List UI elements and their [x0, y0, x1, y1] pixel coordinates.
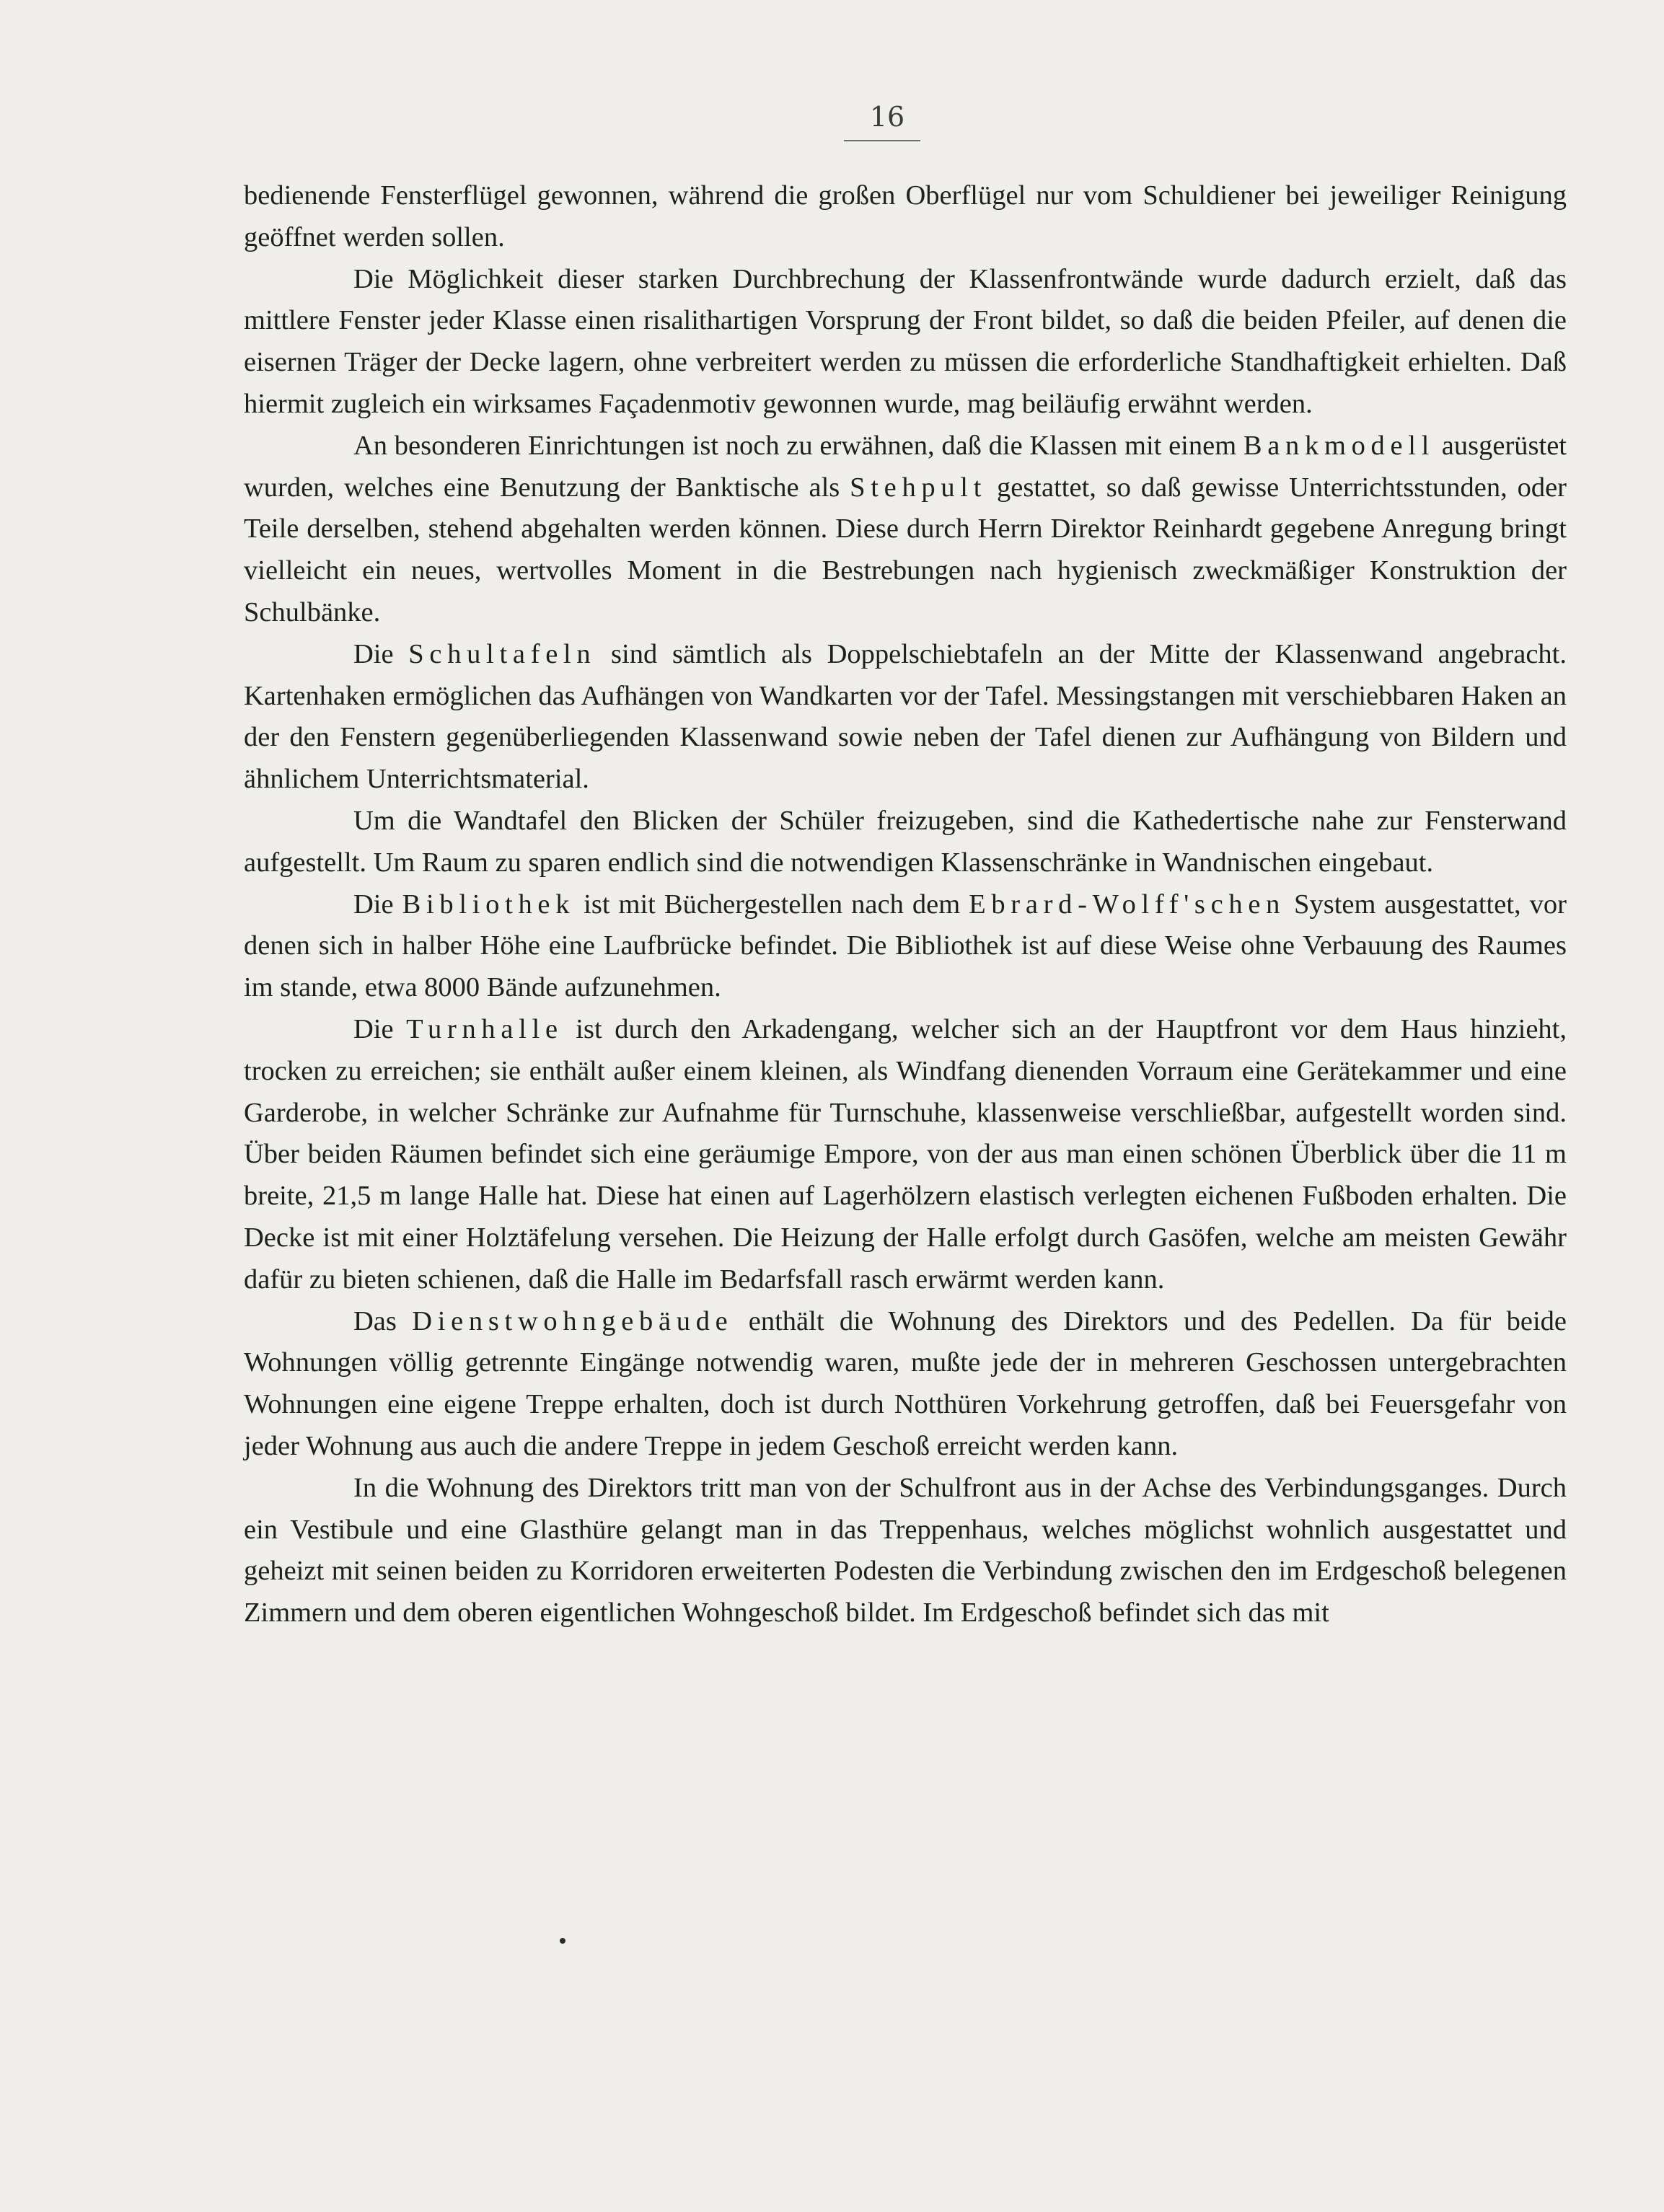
spaced-emphasis: Ebrard-Wolff'schen	[969, 889, 1286, 920]
paragraph	[244, 884, 1567, 1009]
spaced-emphasis: Dienstwohngebäude	[412, 1305, 734, 1336]
spaced-emphasis: Stehpult	[850, 472, 987, 503]
text-run: ausgerüstet wurden, welches eine Benutzung der Banktische als	[244, 430, 1567, 503]
paragraph	[244, 634, 1567, 801]
text-run: ist durch den Arkadengang, welcher sich an der Hauptfront vor dem Haus hinzieht, trocken zu erreichen; sie enthält außer einem kleinen, als Windfang dienenden Vorraum eine Gerätekammer und eine Garderobe, in welcher Schränke zur Aufnahme für Turnschuhe, klassenweise verschließbar, aufgestellt worden sind. Über beiden Räumen befindet sich eine geräumige Empore, von der aus man einen schönen Überblick über die 11 m breite, 21,5 m lange Halle hat. Diese hat einen auf Lagerhölzern elastisch verlegten eichenen Fußboden erhalten. Die Decke ist mit einer Holztäfelung versehen. Die Heizung der Halle erfolgt durch Gasöfen, welche am meisten Gewähr dafür zu bieten schienen, daß die Halle im Bedarfsfall rasch erwärmt werden kann.	[244, 1013, 1567, 1295]
text-run: An besonderen Einrichtungen ist noch zu erwähnen, daß die Klassen mit einem	[353, 430, 1243, 461]
spaced-emphasis: Bankmodell	[1243, 430, 1435, 461]
paragraph	[244, 1301, 1567, 1468]
text-run: enthält die Wohnung des Direktors und des Pedellen. Da für beide Wohnungen völlig getrennte Eingänge notwendig waren, mußte jede der in mehreren Geschossen untergebrachten Wohnungen eine eigene Treppe erhalten, doch ist durch Notthüren Vorkehrung getroffen, daß bei Feuersgefahr von jeder Wohnung aus auch die andere Treppe in jedem Geschoß erreicht werden kann.	[244, 1305, 1567, 1461]
spaced-emphasis: Bibliothek	[402, 889, 576, 920]
paragraph	[244, 259, 1567, 426]
page-number-rule	[844, 140, 920, 141]
spaced-emphasis: Turnhalle	[406, 1013, 563, 1044]
text-run: sind sämtlich als Doppelschiebtafeln an der Mitte der Klassenwand angebracht. Kartenhaken ermöglichen das Aufhängen von Wandkarten vor der Tafel. Messingstangen mit verschiebbaren Haken an der den Fenstern gegenüberliegenden Klassenwand sowie neben der Tafel dienen zur Aufhängung von Bildern und ähnlichem Unterrichtsmaterial.	[244, 638, 1567, 795]
paragraph	[244, 426, 1567, 634]
page-number: 16	[869, 101, 905, 133]
paragraph	[244, 1468, 1567, 1634]
text-run: gestattet, so daß gewisse Unterrichtsstunden, oder Teile derselben, stehend abgehalten werden können. Diese durch Herrn Direktor Reinhardt gegebene Anregung bringt vielleicht ein neues, wertvolles Moment in die Bestrebungen nach hygienisch zweckmäßiger Konstruktion der Schulbänke.	[244, 472, 1567, 627]
text-run: ist mit Büchergestellen nach dem	[575, 889, 969, 920]
paragraph	[244, 1009, 1567, 1301]
body-text	[244, 175, 1567, 1634]
print-speck	[560, 1938, 565, 1944]
paragraph	[244, 175, 1567, 259]
text-run: In die Wohnung des Direktors tritt man von der Schulfront aus in der Achse des Verbindungsganges. Durch ein Vestibule und eine Glasthüre gelangt man in das Treppenhaus, welches möglichst wohnlich ausgestattet und geheizt mit seinen beiden zu Korridoren erweiterten Podesten die Verbindung zwischen den im Erdgeschoß belegenen Zimmern und dem oberen eigentlichen Wohngeschoß bildet. Im Erdgeschoß befindet sich das mit	[244, 1472, 1567, 1629]
text-run: Um die Wandtafel den Blicken der Schüler freizugeben, sind die Kathedertische nahe zur Fensterwand aufgestellt. Um Raum zu sparen endlich sind die notwendigen Klassenschränke in Wandnischen eingebaut.	[244, 805, 1567, 878]
text-run: System ausgestattet, vor denen sich in halber Höhe eine Laufbrücke befindet. Die Bibliothek ist auf diese Weise ohne Verbauung des Raumes im stande, etwa 8000 Bände aufzunehmen.	[244, 889, 1567, 1003]
text-run: Die	[353, 889, 402, 920]
text-run: Das	[353, 1305, 413, 1336]
spaced-emphasis: Schultafeln	[408, 638, 597, 669]
paragraph	[244, 801, 1567, 884]
text-run: Die Möglichkeit dieser starken Durchbrechung der Klassenfrontwände wurde dadurch erzielt, daß das mittlere Fenster jeder Klasse einen risalithartigen Vorsprung der Front bildet, so daß die beiden Pfeiler, auf denen die eisernen Träger der Decke lagern, ohne verbreitert werden zu müssen die erforderliche Standhaftigkeit erhielten. Daß hiermit zugleich ein wirksames Façadenmotiv gewonnen wurde, mag beiläufig erwähnt werden.	[244, 263, 1567, 419]
text-run: Die	[353, 638, 409, 669]
text-run: bedienende Fensterflügel gewonnen, während die großen Oberflügel nur vom Schuldiener bei jeweiliger Reinigung geöffnet werden sollen.	[244, 180, 1567, 252]
text-run: Die	[353, 1013, 407, 1044]
